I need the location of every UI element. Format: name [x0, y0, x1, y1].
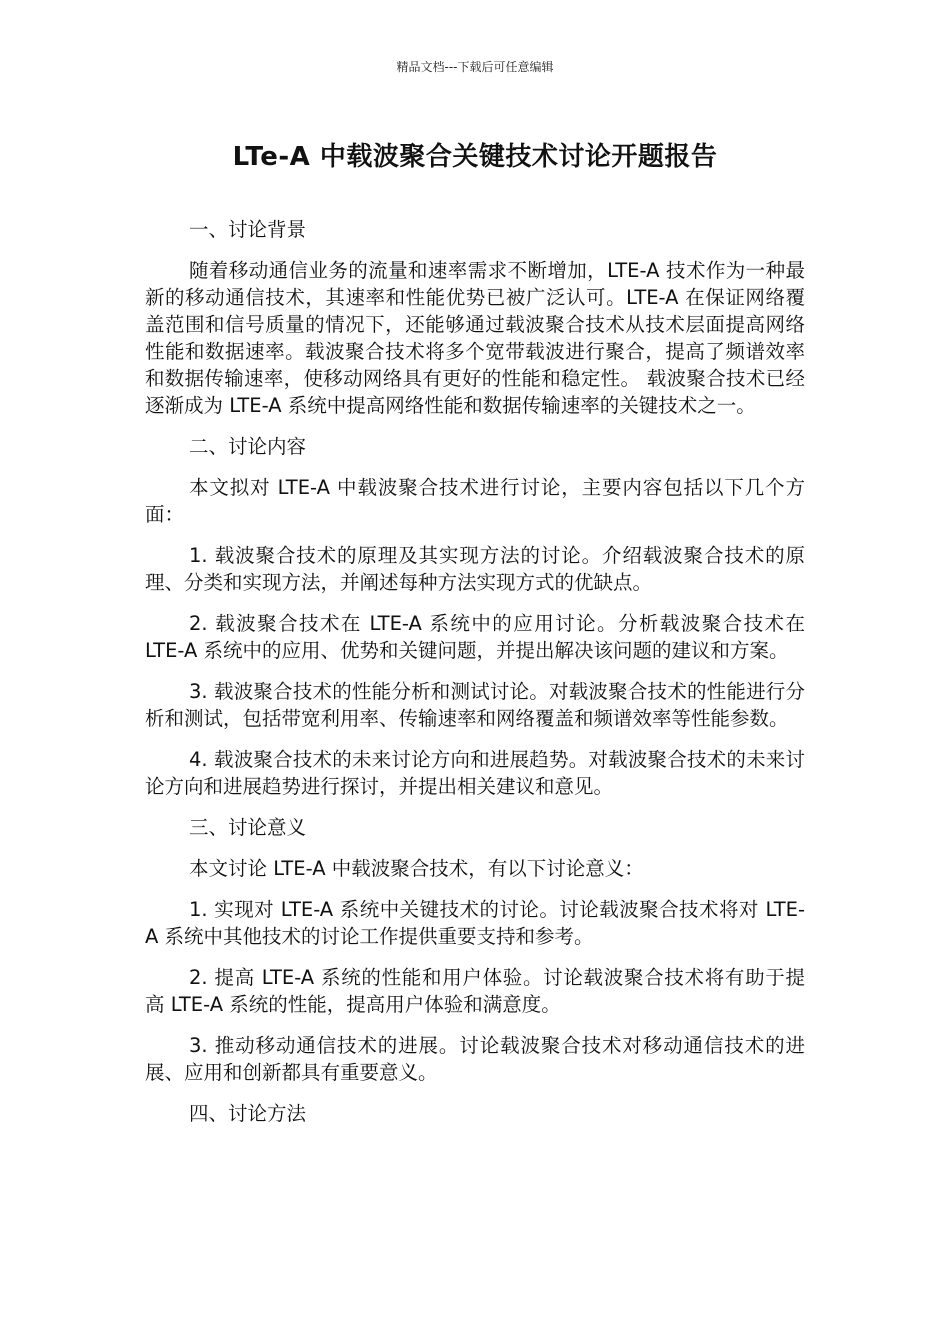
- paragraph-significance-item-2: 2. 提高 LTE-A 系统的性能和用户体验。讨论载波聚合技术将有助于提高 LTE-A 系统的性能，提高用户体验和满意度。: [145, 966, 805, 1016]
- paragraph-content-item-4: 4. 载波聚合技术的未来讨论方向和进展趋势。对载波聚合技术的未来讨论方向和进展趋势进行探讨，并提出相关建议和意见。: [145, 748, 805, 798]
- paragraph-content-item-3: 3. 载波聚合技术的性能分析和测试讨论。对载波聚合技术的性能进行分析和测试，包括带宽利用率、传输速率和网络覆盖和频谱效率等性能参数。: [145, 680, 805, 730]
- section-heading-significance: 三、讨论意义: [189, 816, 307, 839]
- paragraph-significance-item-3: 3. 推动移动通信技术的进展。讨论载波聚合技术对移动通信技术的进展、应用和创新都具有重要意义。: [145, 1034, 805, 1084]
- paragraph-content-intro: 本文拟对 LTE-A 中载波聚合技术进行讨论，主要内容包括以下几个方面：: [145, 476, 805, 526]
- paragraph-significance-item-1: 1. 实现对 LTE-A 系统中关键技术的讨论。讨论载波聚合技术将对 LTE-A 系统中其他技术的讨论工作提供重要支持和参考。: [145, 898, 805, 948]
- document-title: LTe-A 中载波聚合关键技术讨论开题报告: [232, 142, 718, 172]
- paragraph-content-item-1: 1. 载波聚合技术的原理及其实现方法的讨论。介绍载波聚合技术的原理、分类和实现方法，并阐述每种方法实现方式的优缺点。: [145, 544, 805, 594]
- header-note: 精品文档---下载后可任意编辑: [396, 60, 554, 74]
- paragraph-content-item-2: 2. 载波聚合技术在 LTE-A 系统中的应用讨论。分析载波聚合技术在 LTE-A 系统中的应用、优势和关键问题，并提出解决该问题的建议和方案。: [145, 612, 805, 662]
- section-heading-background: 一、讨论背景: [189, 218, 307, 241]
- section-heading-methods: 四、讨论方法: [189, 1102, 307, 1125]
- document-body: [145, 216, 805, 1141]
- paragraph-background: 随着移动通信业务的流量和速率需求不断增加，LTE-A 技术作为一种最新的移动通信技术，其速率和性能优势已被广泛认可。LTE-A 在保证网络覆盖范围和信号质量的情况下，还能够通过载波聚合技术从技术层面提高网络性能和数据速率。载波聚合技术将多个宽带载波进行聚合，提高了频谱效率和数据传输速率，使移动网络具有更好的性能和稳定性。 载波聚合技术已经逐渐成为 LTE-A 系统中提高网络性能和数据传输速率的关键技术之一。: [145, 259, 805, 417]
- section-heading-content: 二、讨论内容: [189, 435, 307, 458]
- paragraph-significance-intro: 本文讨论 LTE-A 中载波聚合技术，有以下讨论意义：: [189, 857, 644, 880]
